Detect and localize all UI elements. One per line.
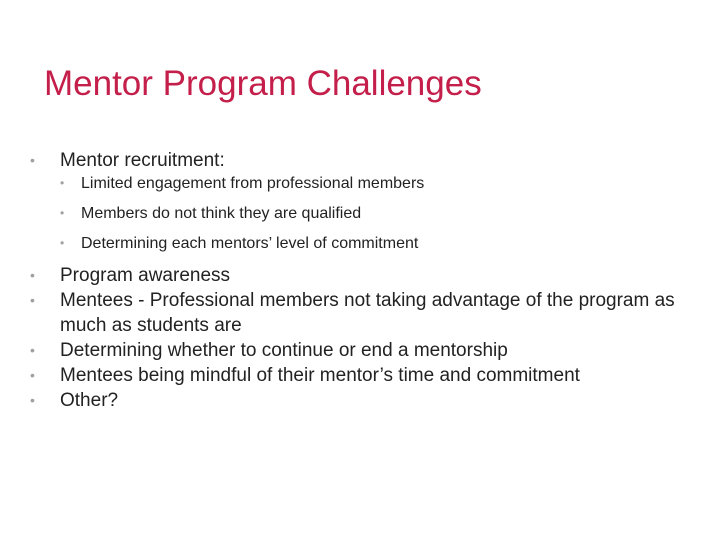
bullet-dot-icon: • (30, 342, 35, 358)
bullet-text: Mentor recruitment: (60, 150, 225, 171)
sub-bullet-item-not-qualified (30, 203, 690, 225)
bullet-item-program-awareness (30, 263, 690, 288)
bullet-dot-icon: • (60, 236, 65, 250)
bullet-item-mentor-recruitment (30, 148, 690, 173)
sub-bullet-text: Members do not think they are qualified (81, 205, 362, 222)
bullet-dot-icon: • (30, 367, 35, 383)
bullet-item-mentees-professional (30, 288, 690, 338)
bullet-dot-icon: • (30, 392, 35, 408)
bullet-item-mentees-mindful (30, 363, 690, 388)
bullet-dot-icon: • (30, 292, 35, 308)
bullet-text: Determining whether to continue or end a mentorship (60, 340, 508, 361)
bullet-text: Program awareness (60, 265, 231, 286)
bullet-text: Mentees being mindful of their mentor’s time and commitment (60, 365, 580, 386)
bullet-dot-icon: • (60, 206, 65, 220)
bullet-text: Other? (60, 390, 119, 411)
bullet-item-other (30, 388, 690, 413)
sub-bullet-item-level-of-commitment (30, 233, 690, 255)
sub-bullet-item-limited-engagement (30, 173, 690, 195)
sub-bullet-text: Limited engagement from professional members (81, 175, 425, 192)
bullet-list (30, 148, 690, 413)
bullet-dot-icon: • (60, 176, 65, 190)
bullet-item-continue-or-end (30, 338, 690, 363)
slide-title: Mentor Program Challenges (44, 64, 482, 103)
bullet-text: Mentees - Professional members not taking advantage of the program as much as students are (60, 290, 675, 336)
bullet-dot-icon: • (30, 152, 35, 168)
sub-bullet-text: Determining each mentors’ level of commitment (81, 235, 419, 252)
bullet-dot-icon: • (30, 267, 35, 283)
